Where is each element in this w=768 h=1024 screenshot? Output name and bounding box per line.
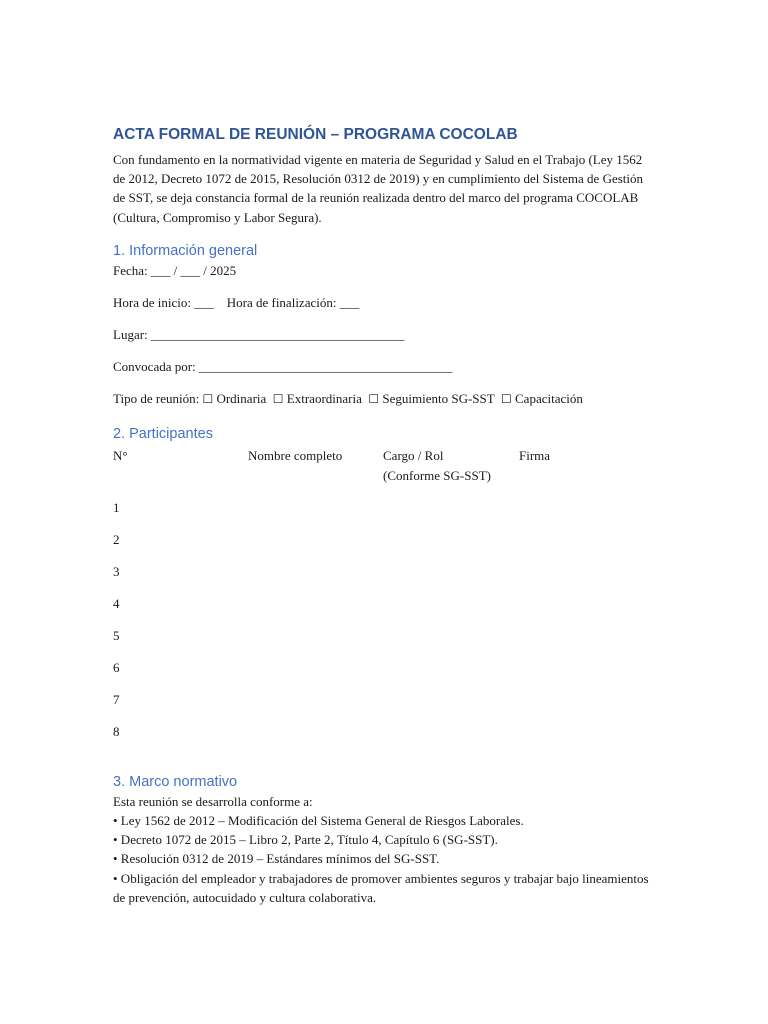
column-header-nombre: Nombre completo bbox=[248, 447, 343, 463]
checkbox-icon[interactable]: ☐ bbox=[368, 391, 380, 406]
hora-fin-field: Hora de finalización: ___ bbox=[226, 294, 360, 310]
tipo-option-seguimiento: Seguimiento SG-SST bbox=[382, 390, 495, 406]
section-informacion-general bbox=[113, 241, 653, 409]
column-header-cargo bbox=[383, 446, 491, 486]
hora-inicio-field: Hora de inicio: ___ bbox=[113, 294, 214, 310]
tipo-option-capacitacion: Capacitación bbox=[515, 390, 583, 406]
column-header-cargo-label: Cargo / Rol bbox=[383, 447, 444, 463]
checkbox-icon[interactable]: ☐ bbox=[500, 391, 512, 406]
marco-lead: Esta reunión se desarrolla conforme a: bbox=[113, 793, 313, 809]
table-row: 4 bbox=[113, 595, 120, 611]
list-item: • Decreto 1072 de 2015 – Libro 2, Parte 2, Título 4, Capítulo 6 (SG-SST). bbox=[113, 832, 498, 848]
section-heading: 3. Marco normativo bbox=[113, 773, 238, 790]
lugar-field: Lugar: _______________________________________ bbox=[113, 326, 405, 342]
tipo-option-ordinaria: Ordinaria bbox=[216, 390, 267, 406]
fecha-field: Fecha: ___ / ___ / 2025 bbox=[113, 262, 237, 278]
tipo-reunion-line bbox=[113, 389, 653, 409]
tipo-option-extraordinaria: Extraordinaria bbox=[286, 390, 362, 406]
participants-table-header bbox=[113, 446, 653, 486]
checkbox-icon[interactable]: ☐ bbox=[272, 391, 284, 406]
checkbox-icon[interactable]: ☐ bbox=[202, 391, 214, 406]
table-row: 7 bbox=[113, 691, 120, 707]
convocada-field: Convocada por: _______________________________________ bbox=[113, 358, 453, 374]
document-title: ACTA FORMAL DE REUNIÓN – PROGRAMA COCOLAB bbox=[113, 126, 518, 143]
participants-table-body bbox=[113, 498, 653, 754]
table-row: 3 bbox=[113, 563, 120, 579]
section-heading: 2. Participantes bbox=[113, 425, 213, 442]
tipo-label: Tipo de reunión: bbox=[113, 390, 200, 406]
section-marco-normativo bbox=[113, 772, 653, 907]
section-heading: 1. Información general bbox=[113, 242, 258, 259]
intro-paragraph: Con fundamento en la normatividad vigente en materia de Seguridad y Salud en el Trabajo (Ley 1562 de 2012, Decreto 1072 de 2015, Resolución 0312 de 2019) y en cumplimiento del Sistema de Gestión de SST, se deja constancia formal de la reunión realizada dentro del marco del programa COCOLAB (Cultura, Compromiso y Labor Segura). bbox=[113, 152, 644, 225]
list-item: • Ley 1562 de 2012 – Modificación del Sistema General de Riesgos Laborales. bbox=[113, 813, 524, 829]
table-row: 5 bbox=[113, 627, 120, 643]
column-header-numero: N° bbox=[113, 447, 128, 463]
table-row: 8 bbox=[113, 723, 120, 739]
list-item: • Resolución 0312 de 2019 – Estándares mínimos del SG-SST. bbox=[113, 851, 440, 867]
column-header-cargo-sub: (Conforme SG-SST) bbox=[383, 467, 491, 483]
document-page bbox=[113, 124, 653, 907]
list-item: • Obligación del empleador y trabajadores de promover ambientes seguros y trabajar bajo lineamientos de prevención, autocuidado y cultura colaborativa. bbox=[113, 870, 649, 905]
table-row: 1 bbox=[113, 499, 120, 515]
hora-line bbox=[113, 293, 653, 312]
column-header-firma: Firma bbox=[519, 447, 551, 463]
table-row: 6 bbox=[113, 659, 120, 675]
table-row: 2 bbox=[113, 531, 120, 547]
section-participantes bbox=[113, 424, 653, 754]
